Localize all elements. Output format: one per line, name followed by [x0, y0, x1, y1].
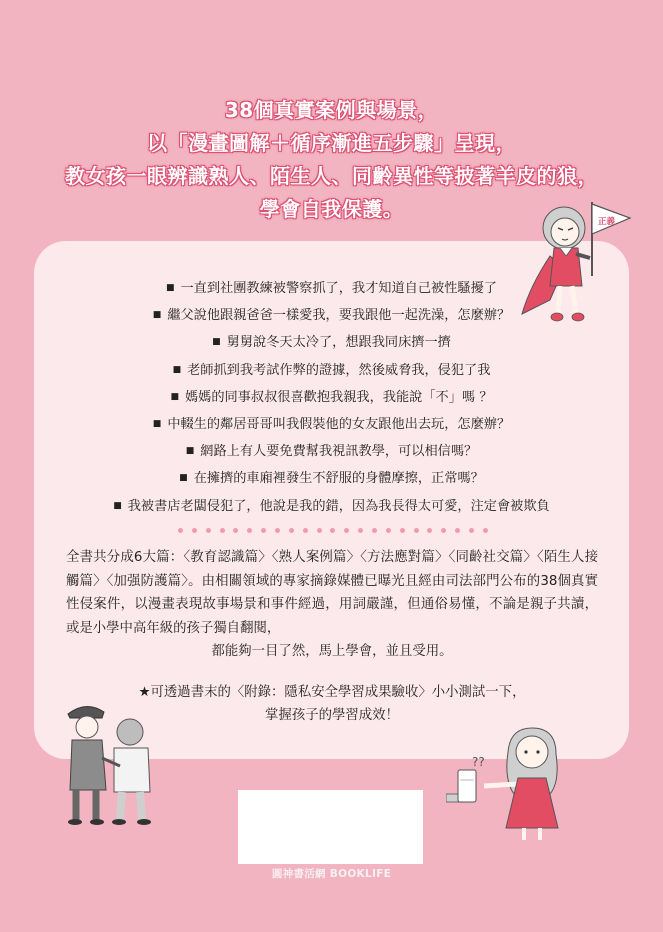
bullet-icon: ■ — [113, 500, 122, 511]
list-item — [0, 438, 663, 465]
bullet-icon: ■ — [185, 446, 195, 457]
description-main: 全書共分成6大篇：〈教育認識篇〉〈熟人案例篇〉〈方法應對篇〉〈同齡社交篇〉〈陌生人接觸篇〉〈加强防護篇〉。由相關領域的專家摘錄媒體已曝光且經由司法部門公布的38個真實性侵案件，以漫畫表現故事場景和事件經過，用詞嚴謹，但通俗易懂，不論是親子共讀，或是小學中高年級的孩子獨自翻閱， — [66, 550, 598, 636]
bullet-icon: ■ — [165, 283, 175, 293]
question-text: 媽媽的同事叔叔很喜歡抱我親我，我能說「不」嗎 ？ — [185, 389, 493, 405]
list-item — [0, 357, 663, 384]
list-item — [0, 465, 663, 492]
question-text: 繼父說他跟親爸爸一樣愛我，要我跟他一起洗澡，怎麼辦？ — [167, 308, 511, 324]
note-line-2: 掌握孩子的學習成效！ — [265, 708, 399, 723]
question-text: 一直到社團教練被警察抓了，我才知道自己被性騷擾了 — [180, 281, 497, 296]
bullet-icon: ■ — [212, 337, 221, 348]
headline-line-1: 38個真實案例與場景， — [224, 98, 439, 122]
question-text: 網路上有人要免費幫我視訊教學，可以相信嗎？ — [200, 444, 478, 460]
question-text: 在擁擠的車廂裡發生不舒服的身體摩擦，正常嗎？ — [193, 471, 484, 487]
bullet-icon: ■ — [179, 473, 188, 484]
description-end: 都能夠一目了然，馬上學會，並且受用。 — [211, 644, 453, 659]
svg-text:??: ?? — [472, 755, 485, 769]
bullet-icon: ■ — [152, 419, 162, 430]
note-line-1: ★可透過書末的〈附錄：隱私安全學習成果驗收〉小小測試一下， — [138, 685, 526, 700]
headline-line-3: 教女孩一眼辨識熟人、陌生人、同齡異性等披著羊皮的狼， — [65, 164, 598, 188]
dot-divider — [178, 528, 488, 536]
headline-line-4: 學會自我保護。 — [259, 197, 404, 221]
bullet-icon: ■ — [172, 364, 182, 375]
bullet-icon: ■ — [152, 310, 162, 321]
list-item — [0, 329, 663, 356]
barcode-placeholder — [238, 790, 423, 864]
list-item — [0, 275, 663, 302]
question-text: 我被書店老闆侵犯了，他說是我的錯，因為我長得太可愛，注定會被欺負 — [127, 498, 550, 514]
question-text: 老師抓到我考試作弊的證據，然後威脅我，侵犯了我 — [187, 362, 491, 378]
flag-text: 正義 — [598, 217, 616, 227]
question-text: 舅舅說冬天太冷了，想跟我同床擠一擠 — [226, 335, 451, 351]
publisher-logo: 圓神書活網 BOOKLIFE — [271, 868, 392, 880]
list-item — [0, 493, 663, 520]
list-item — [0, 384, 663, 411]
list-item — [0, 411, 663, 438]
girl-refusing-drink-illustration — [446, 722, 596, 842]
police-arrest-illustration — [60, 696, 170, 826]
book-description — [66, 546, 598, 664]
list-item — [0, 302, 663, 329]
bullet-icon: ■ — [170, 391, 179, 402]
question-text: 中輟生的鄰居哥哥叫我假裝他的女友跟他出去玩，怎麼辦？ — [167, 417, 511, 433]
question-list — [0, 275, 663, 520]
headline-line-2: 以「漫畫圖解＋循序漸進五步驟」呈現， — [147, 131, 516, 155]
